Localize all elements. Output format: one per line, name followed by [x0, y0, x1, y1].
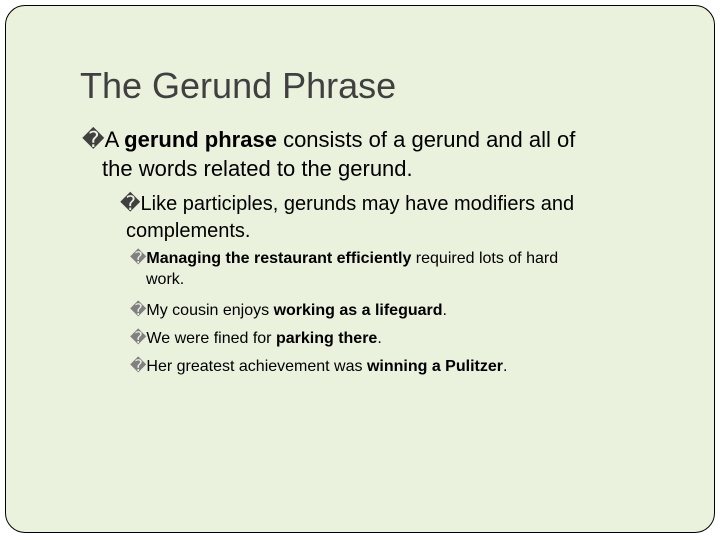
text-run: Her greatest achievement was: [146, 358, 367, 375]
slide-title: The Gerund Phrase: [80, 65, 397, 106]
example-4: [130, 355, 507, 379]
bold-phrase: winning a Pulitzer: [366, 358, 503, 375]
bold-phrase: parking there: [275, 330, 378, 347]
text-run: .: [442, 302, 447, 319]
text-run: consists of a gerund and all of: [276, 127, 576, 152]
bullet-level1-line2: the words related to the gerund.: [102, 156, 413, 181]
text-run: .: [377, 330, 382, 347]
bold-phrase: Managing the restaurant efficiently: [146, 250, 412, 267]
bullet-icon: �: [130, 330, 147, 347]
slide: [5, 5, 715, 533]
text-run: We were fined for: [146, 330, 276, 347]
text-run: Like participles, gerunds may have modifiers and: [140, 193, 575, 215]
example-2: [130, 299, 447, 323]
bullet-level1-line1: [82, 124, 575, 156]
bullet-level2-line1: [120, 190, 574, 219]
bullet-icon: �: [82, 127, 105, 152]
text-run: required lots of hard: [411, 250, 559, 267]
bullet-level2-line2: complements.: [126, 220, 251, 242]
text-run: A: [104, 127, 125, 152]
bullet-icon: �: [130, 302, 147, 319]
text-run: My cousin enjoys: [146, 302, 274, 319]
bullet-icon: �: [130, 358, 147, 375]
bold-term: gerund phrase: [124, 127, 277, 152]
example-3: [130, 327, 382, 351]
bullet-icon: �: [120, 193, 141, 215]
example-1-continued: work.: [146, 271, 185, 288]
bold-phrase: working as a lifeguard: [273, 302, 443, 319]
bullet-icon: �: [130, 250, 147, 267]
example-1: [130, 247, 558, 271]
text-run: .: [502, 358, 508, 375]
